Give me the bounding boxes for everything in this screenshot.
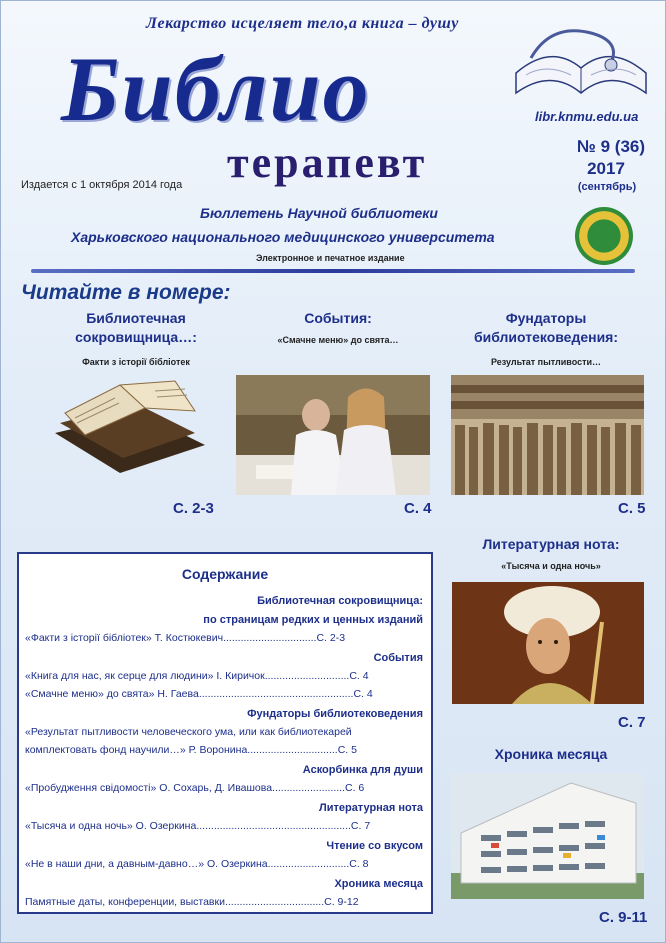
toc-entry[interactable]: «Смачне меню» до свята» Н. Гаева.....................................................С. 4 xyxy=(25,688,373,700)
feature-title-literary: Литературная нота: xyxy=(482,536,620,552)
toc-entry[interactable]: «Пробудження свідомості» О. Сохарь, Д. Ивашова.........................С. 6 xyxy=(25,782,365,794)
title-terapevt: терапевт xyxy=(227,138,428,187)
issue-number: № 9 (36) xyxy=(576,137,646,156)
feature-title-founders: Фундаторы библиотековедения: xyxy=(473,310,619,345)
published-since: Издается с 1 октября 2014 года xyxy=(21,179,183,191)
students-photo xyxy=(236,375,430,495)
toc-entry[interactable]: «Факти з історії бібліотек» Т. Костюкевич................................С. 2-3 xyxy=(25,632,346,644)
feature-page-chronicle: С. 9-11 xyxy=(599,909,648,926)
feature-sub-treasury: Факти з історії бібліотек xyxy=(82,357,190,367)
open-book-stethoscope-illustration xyxy=(511,13,651,103)
toc-section: Хроника месяца xyxy=(334,878,423,890)
toc-title: Содержание xyxy=(181,566,269,582)
feature-page-treasury: С. 2-3 xyxy=(173,500,214,517)
bulletin-line-1: Бюллетень Научной библиотеки xyxy=(200,205,438,221)
toc-section: Аскорбинка для души xyxy=(302,764,423,776)
old-books-image xyxy=(45,373,210,488)
library-seal-logo xyxy=(575,207,633,265)
toc-entry[interactable]: «Книга для нас, як серце для людини» І. Киричок.............................С. 4 xyxy=(25,670,369,682)
toc-section: по страницам редких и ценных изданий xyxy=(203,614,423,626)
toc-section: Библиотечная сокровищница: xyxy=(257,595,423,607)
toc-entry[interactable]: «Результат пытливости человеческого ума, или как библиотекарей xyxy=(25,726,352,738)
issue-month: (сентябрь) xyxy=(577,181,637,193)
toc-entry[interactable]: «Тысяча и одна ночь» О. Озеркина.....................................................С. 7 xyxy=(25,820,371,832)
divider xyxy=(31,269,635,273)
table-of-contents xyxy=(17,552,433,914)
toc-section: События xyxy=(373,652,423,664)
toc-section: Литературная нота xyxy=(318,802,423,814)
feature-sub-founders: Результат пытливости… xyxy=(490,357,602,367)
feature-page-literary: С. 7 xyxy=(618,714,646,731)
toc-section: Чтение со вкусом xyxy=(326,840,423,852)
feature-page-founders: С. 5 xyxy=(618,500,646,517)
edition-type: Электронное и печатное издание xyxy=(256,253,405,263)
feature-sub-literary: «Тысяча и одна ночь» xyxy=(501,561,601,571)
motto: Лекарство исцеляет тело,а книга – душу xyxy=(146,15,459,32)
building-photo xyxy=(451,773,644,899)
toc-entry[interactable]: Памятные даты, конференции, выставки..................................С. 9-12 xyxy=(25,896,359,908)
issue-year: 2017 xyxy=(587,159,625,178)
feature-title-chronicle: Хроника месяца xyxy=(494,746,608,762)
title-biblio: Библио xyxy=(61,38,371,140)
toc-section: Фундаторы библиотековедения xyxy=(247,708,423,720)
library-shelves-image xyxy=(451,375,644,495)
feature-title-treasury: Библиотечная сокровищница…: xyxy=(75,310,197,345)
arabian-nights-painting xyxy=(452,582,644,704)
feature-page-events: С. 4 xyxy=(404,500,432,517)
website-url[interactable]: libr.knmu.edu.ua xyxy=(535,109,639,124)
feature-title-events: События: xyxy=(304,310,372,326)
toc-entry[interactable]: комплектовать фонд научили…» Р. Воронина...............................С. 5 xyxy=(25,744,357,756)
toc-entry[interactable]: «Не в наши дни, а давным-давно…» О. Озеркина............................С. 8 xyxy=(25,858,369,870)
feature-sub-events: «Смачне меню» до свята… xyxy=(277,335,399,345)
bulletin-line-2: Харьковского национального медицинского университета xyxy=(71,229,495,245)
read-in-issue-heading: Читайте в номере: xyxy=(21,281,231,304)
